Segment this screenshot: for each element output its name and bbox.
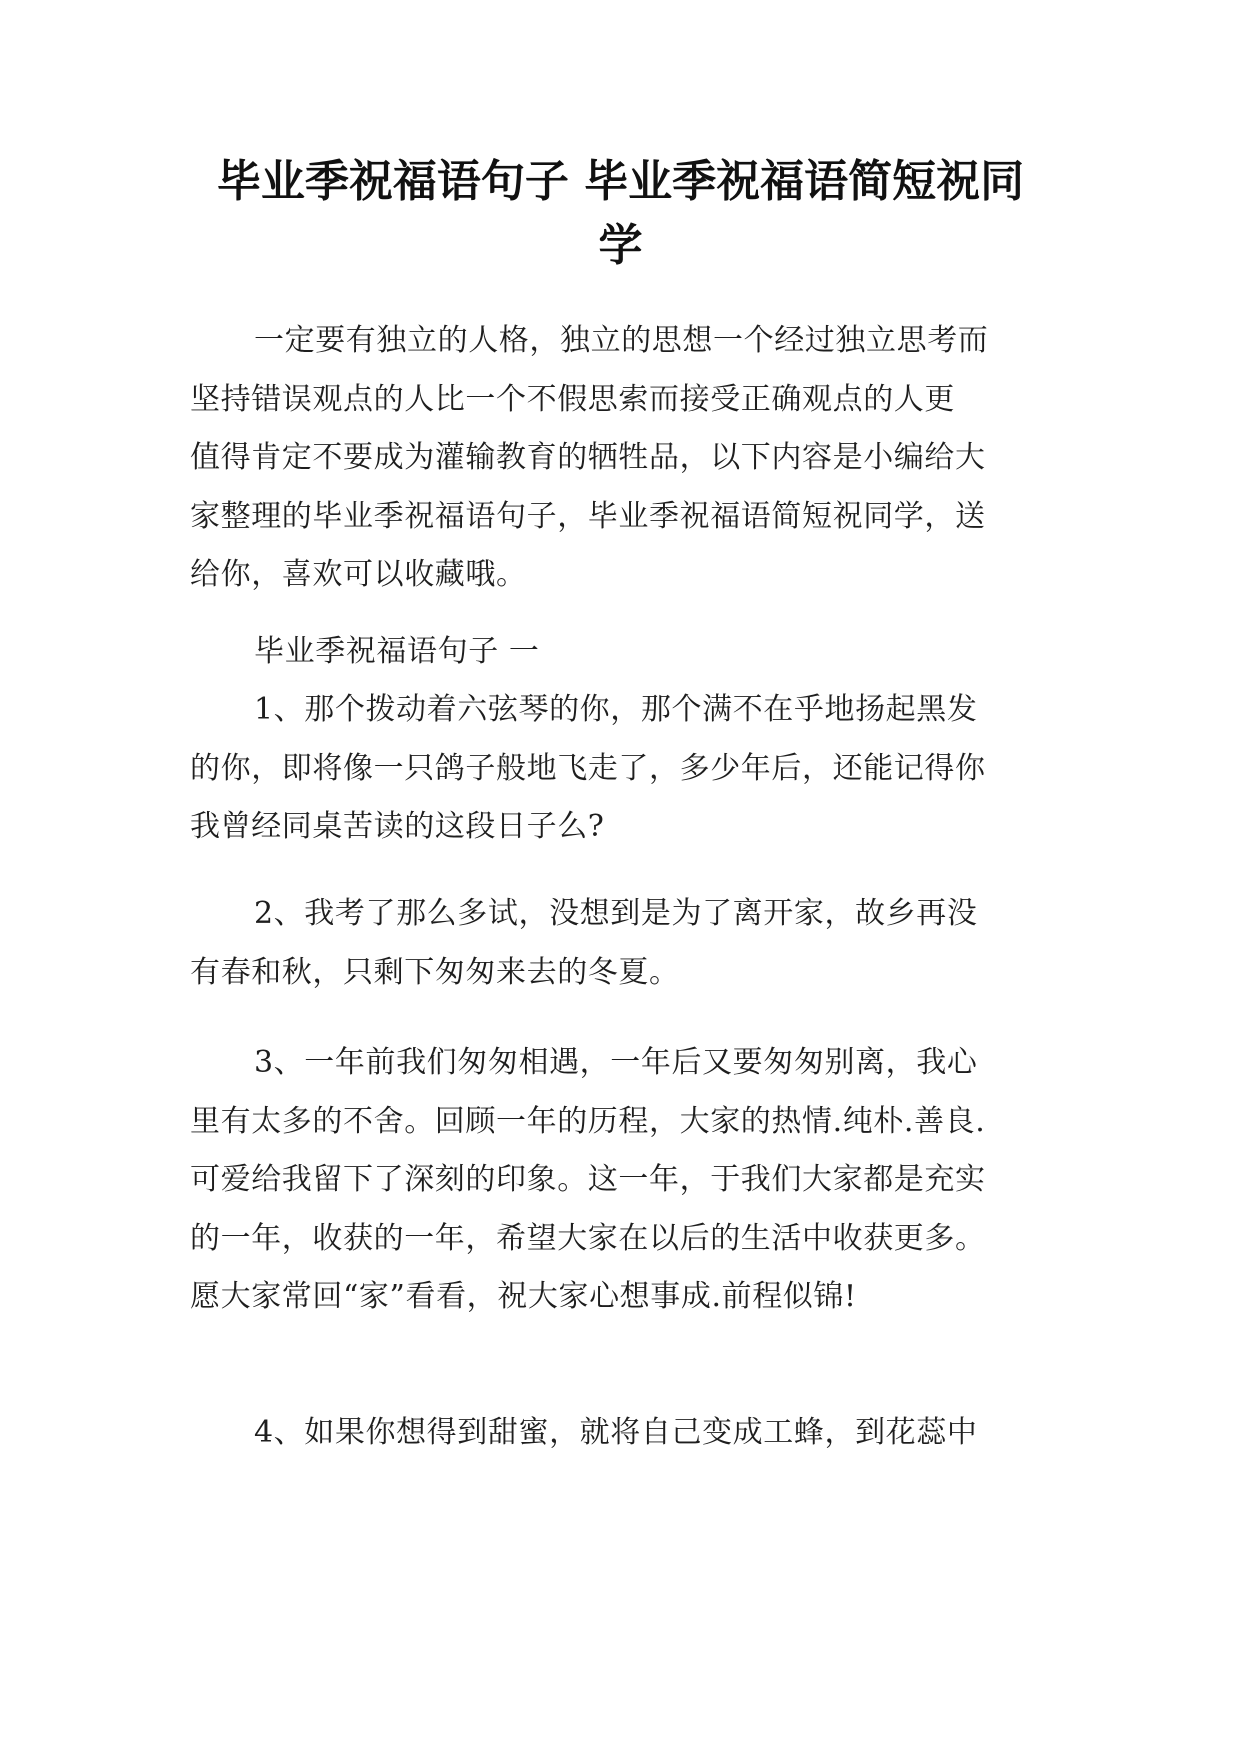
title-line: 毕业季祝福语句子 毕业季祝福语简短祝同: [216, 156, 1025, 207]
text-line: 有春和秋，只剩下匆匆来去的冬夏。: [190, 954, 680, 990]
text-line: 1、那个拨动着六弦琴的你，那个满不在乎地扬起黑发: [254, 692, 978, 727]
text-line: 愿大家常回“家”看看，祝大家心想事成.前程似锦!: [190, 1279, 857, 1314]
item-4-paragraph: [190, 1404, 1070, 1463]
text-line: 家整理的毕业季祝福语句子，毕业季祝福语简短祝同学，送: [190, 498, 986, 534]
title-line: 学: [598, 220, 643, 271]
text-line: 值得肯定不要成为灌输教育的牺牲品，以下内容是小编给大: [190, 440, 986, 475]
text-line: 4、如果你想得到甜蜜，就将自己变成工蜂，到花蕊中: [254, 1415, 978, 1450]
text-line: 一定要有独立的人格，独立的思想一个经过独立思考而: [254, 323, 989, 358]
text-line: 可爱给我留下了深刻的印象。这一年，于我们大家都是充实: [190, 1162, 986, 1197]
text-line: 2、我考了那么多试，没想到是为了离开家，故乡再没: [254, 896, 978, 931]
item-2-paragraph: [190, 885, 1070, 1002]
item-1-paragraph: [190, 681, 1070, 857]
item-3-paragraph: [190, 1034, 1070, 1327]
section-heading: [190, 623, 1070, 682]
text-line: 3、一年前我们匆匆相遇，一年后又要匆匆别离，我心: [254, 1045, 978, 1080]
text-line: 的一年，收获的一年，希望大家在以后的生活中收获更多。: [190, 1220, 986, 1256]
document-title: [150, 150, 1091, 278]
text-line: 我曾经同桌苦读的这段日子么?: [190, 809, 605, 844]
text-line: 的你，即将像一只鸽子般地飞走了，多少年后，还能记得你: [190, 750, 986, 786]
section-heading-text: 毕业季祝福语句子 一: [254, 634, 540, 669]
intro-paragraph: [190, 312, 1070, 605]
text-line: 里有太多的不舍。回顾一年的历程，大家的热情.纯朴.善良.: [190, 1103, 986, 1139]
text-line: 坚持错误观点的人比一个不假思索而接受正确观点的人更: [190, 381, 955, 417]
text-line: 给你，喜欢可以收藏哦。: [190, 557, 527, 592]
